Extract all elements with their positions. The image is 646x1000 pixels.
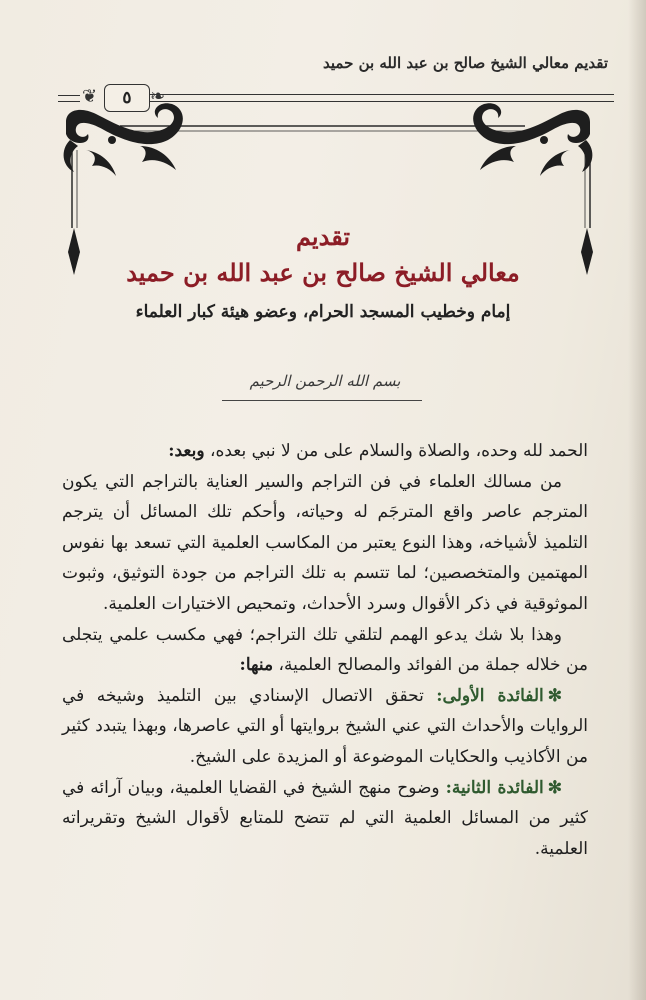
paragraph-biographies: من مسالك العلماء في فن التراجم والسير العناية بالتراجم التي يكون المترجم عاصر واقع المترجَم له وحياته، وأحكم تلك المسائل أن يترجم التلميذ لأشياخه، وهذا النوع يعتبر من المكاسب العلمية التي تسعد بها نفوس المهتمين والمتخصصين؛ لما تتسم به تلك التراجم من جودة التوثيق، وثبوت الموثوقية في ذكر الأقوال وسرد الأحداث، وتمحيص الاختيارات العلمية.	[62, 471, 588, 614]
running-head: تقديم معالي الشيخ صالح بن عبد الله بن حميد	[323, 54, 608, 72]
benefit-2-label: الفائدة الثانية:	[445, 777, 544, 798]
title-block	[60, 222, 586, 326]
flourish-right-icon: ❧	[150, 86, 166, 107]
star-bullet-icon: ✻	[547, 685, 562, 706]
opening-wa-bad: وبعد:	[168, 441, 205, 461]
title-heading: تقديم	[295, 222, 351, 251]
right-corner-scroll-icon	[473, 103, 592, 176]
left-corner-scroll-icon	[64, 103, 183, 176]
author-name-heading: معالي الشيخ صالح بن عبد الله بن حميد	[126, 258, 520, 287]
flourish-left-icon: ❦	[82, 86, 98, 107]
benefits-intro-minha: منها:	[239, 655, 274, 676]
body-text	[62, 436, 588, 864]
basmala-calligraphy: بسم الله الرحمن الرحيم	[249, 372, 401, 390]
paragraph-benefit-2	[62, 773, 588, 865]
author-position-subtitle: إمام وخطيب المسجد الحرام، وعضو هيئة كبار العلماء	[135, 302, 511, 322]
paragraph-benefit-1	[62, 681, 588, 773]
page-number: ٥	[104, 84, 150, 112]
paragraph-opening: الحمد لله وحده، والصلاة والسلام على من لا نبي بعده، وبعد:	[168, 441, 588, 461]
star-bullet-icon: ✻	[547, 777, 562, 798]
paragraph-benefits-intro: وهذا بلا شك يدعو الهمم لتلقي تلك التراجم؛ فهي مكسب علمي يتجلى من خلاله جملة من الفوائد والمصالح العلمية، منها:	[62, 624, 588, 676]
basmala-underline	[222, 400, 422, 401]
benefit-2-text: وضوح منهج الشيخ في القضايا العلمية، وبيان آرائه في كثير من المسائل العلمية التي لم تتضح للمتابع لأقوال الشيخ وتقريراته العلمية.	[62, 777, 588, 859]
benefit-1-text: تحقق الاتصال الإسنادي بين التلميذ وشيخه في الروايات والأحداث التي عني الشيخ بروايتها أو التي عاصرها، وبهذا يتبدد كثير من الأكاذيب والحكايات الموضوعة أو المزيدة على الشيخ.	[62, 685, 588, 767]
benefit-1-label: الفائدة الأولى:	[436, 685, 544, 706]
